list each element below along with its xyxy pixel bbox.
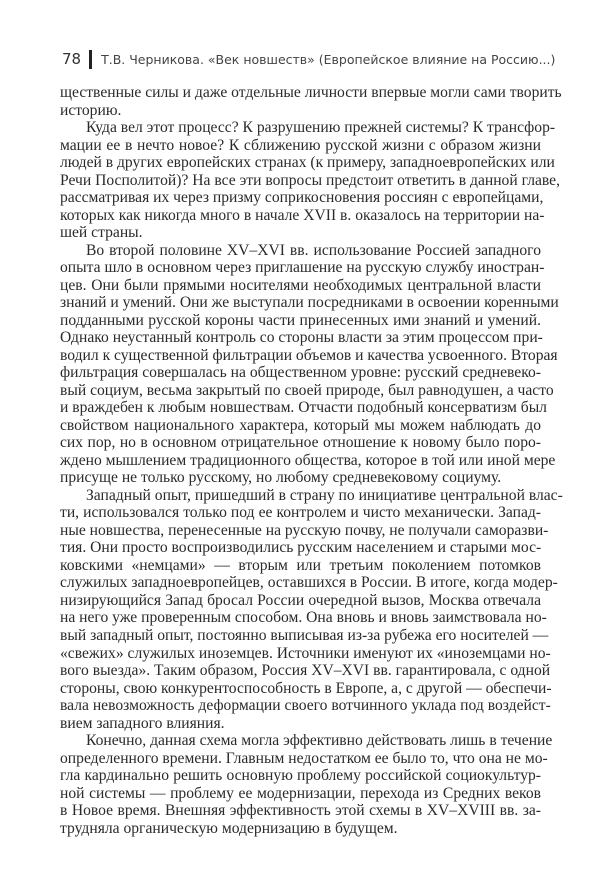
text-line: фильтрация совершалась на общественном уровне: русский средневеко- xyxy=(60,364,541,382)
text-line: служилых западноевропейцев, оставшихся в России. В итоге, когда модер- xyxy=(60,574,558,592)
text-line: подданными русской короны части принесенных ими знаний и умений. xyxy=(60,311,541,329)
paragraph xyxy=(60,732,553,837)
text-line: шей страны. xyxy=(60,224,143,242)
text-line: опыта шло в основном через приглашение на русскую службу иностран- xyxy=(60,259,545,277)
text-line: Западный опыт, пришедший в страну по инициативе центральной влас- xyxy=(86,486,563,504)
text-line: знаний и умений. Они же выступали посредниками в освоении коренными xyxy=(60,294,559,312)
text-line: которых как никогда много в начале XVII в. оказалось на территории на- xyxy=(60,206,545,224)
text-line: Речи Посполитой)? На все эти вопросы предстоит ответить в данной главе, xyxy=(60,171,560,189)
text-line: Куда вел этот процесс? К разрушению прежней системы? К трансфор- xyxy=(86,119,556,137)
text-line: определенного времени. Главным недостатком ее было то, что она не мо- xyxy=(60,749,548,767)
header-divider xyxy=(89,50,92,69)
text-line: низирующийся Запад бросал России очередной вызов, Москва отвечала xyxy=(60,591,541,609)
text-line: вала невозможность деформации своего вотчинного уклада под воздейст- xyxy=(60,697,551,715)
text-line: щественные силы и даже отдельные личности впервые могли сами творить xyxy=(60,84,562,101)
text-line: цев. Они были прямыми носителями необходимых центральной власти xyxy=(60,276,541,294)
paragraph xyxy=(60,241,559,487)
text-line: в Новое время. Внешняя эффективность этой схемы в XV–XVIII вв. за- xyxy=(60,802,541,820)
text-line: «свежих» служилых иноземцев. Источники именуют их «иноземцами но- xyxy=(60,644,551,662)
body-text xyxy=(60,84,563,837)
text-line: историю. xyxy=(60,101,122,119)
text-line: мации ее в нечто новое? К сближению русской жизни с образом жизни xyxy=(60,136,541,154)
paragraph xyxy=(60,84,562,119)
text-line: вый западный опыт, постоянно выписывая из-за рубежа его носителей — xyxy=(60,626,549,644)
text-line: Конечно, данная схема могла эффективно действовать лишь в течение xyxy=(86,732,553,750)
text-line: Во второй половине XV–XVI вв. использование Россией западного xyxy=(86,241,541,259)
text-line: тия. Они просто воспроизводились русским населением и старыми мос- xyxy=(60,539,542,557)
text-line: сих пор, но в основном отрицательное отношение к новому было поро- xyxy=(60,434,541,452)
running-title: Т.В. Черникова. «Век новшеств» (Европейское влияние на Россию...) xyxy=(101,51,556,67)
text-line: вого выезда». Таким образом, Россия XV–XVI вв. гарантировала, с одной xyxy=(60,662,551,680)
paragraph xyxy=(60,119,560,242)
text-line: ной системы — проблему ее модернизации, перехода из Средних веков xyxy=(60,784,541,802)
page-number: 78 xyxy=(62,50,82,68)
text-line: ждено мышлением традиционного общества, которое в той или иной мере xyxy=(60,451,556,469)
text-line: вием западного влияния. xyxy=(60,714,225,732)
text-line: и враждебен к любым новшествам. Отчасти подобный консерватизм был xyxy=(60,399,547,417)
paragraph xyxy=(60,486,563,732)
running-header xyxy=(62,48,555,70)
text-line: ные новшества, перенесенные на русскую почву, не получали саморазви- xyxy=(60,521,549,539)
text-line: ти, использовался только под ее контролем и чисто механически. Запад- xyxy=(60,504,541,522)
text-line: стороны, свою конкурентоспособность в Европе, а, с другой — обеспечи- xyxy=(60,679,552,697)
text-line: свойством национального характера, который мы можем наблюдать до xyxy=(60,416,541,434)
text-line: присуще не только русскому, но любому средневековому социуму. xyxy=(60,469,502,487)
text-line: ковскими «немцами» — вторым или третьим поколением потомков xyxy=(60,556,541,574)
text-line: Однако неустанный контроль со стороны власти за этим процессом при- xyxy=(60,329,543,347)
text-line: водил к существенной фильтрации объемов и качества усвоенного. Вторая xyxy=(60,346,558,364)
text-line: трудняла органическую модернизацию в будущем. xyxy=(60,819,398,837)
text-line: людей в других европейских странах (к примеру, западноевропейских или xyxy=(60,154,555,172)
text-line: вый социум, весьма закрытый по своей природе, был равнодушен, а часто xyxy=(60,381,554,399)
text-line: на него уже проверенным способом. Она вновь и вновь заимствовала но- xyxy=(60,609,547,627)
text-line: гла кардинально решить основную проблему российской социокультур- xyxy=(60,767,541,785)
text-line: рассматривая их через призму соприкосновения россиян с европейцами, xyxy=(60,189,544,207)
